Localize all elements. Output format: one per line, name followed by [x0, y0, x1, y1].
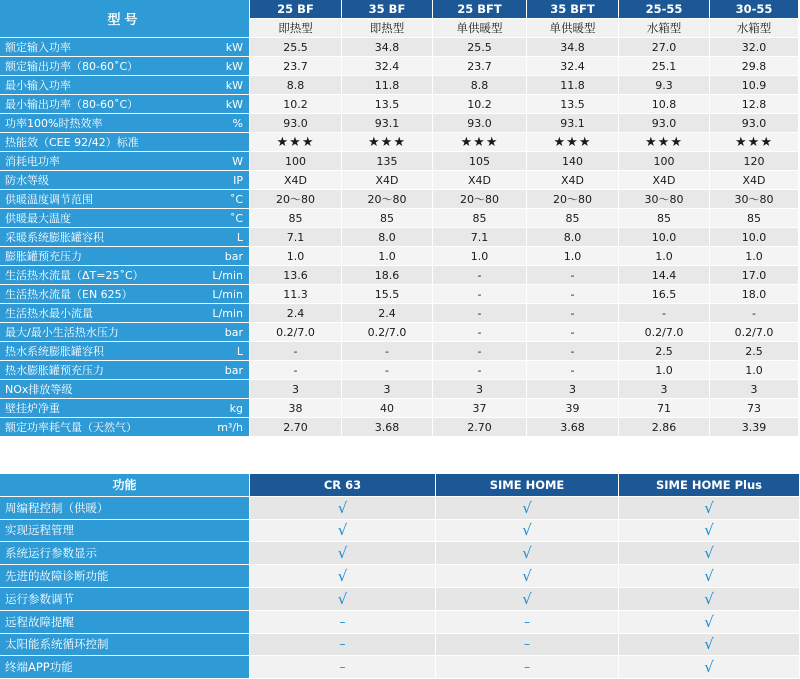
spec-value: 20～80 [250, 190, 342, 209]
spec-value: - [527, 304, 619, 323]
spec-value: 18.0 [710, 285, 799, 304]
check-icon: √ [619, 520, 800, 543]
spec-row-label [0, 95, 250, 114]
spec-row-name: 生活热水流量（ΔT=25˚C） [5, 269, 144, 282]
spec-value: - [433, 304, 527, 323]
spec-value: 29.8 [710, 57, 799, 76]
spec-row-name: 热水系统膨胀罐容积 [5, 345, 104, 358]
product-sime-home-plus: SIME HOME Plus [619, 474, 800, 497]
spec-row-unit: kW [225, 40, 243, 54]
check-icon: √ [250, 588, 436, 611]
spec-row [0, 361, 800, 380]
spec-row-name: 消耗电功率 [5, 155, 60, 168]
spec-value: - [527, 285, 619, 304]
type-label: 单供暖型 [433, 19, 527, 38]
spec-value: - [433, 342, 527, 361]
spec-value: 25.5 [433, 38, 527, 57]
spec-value: 1.0 [710, 361, 799, 380]
function-row [0, 656, 800, 679]
spec-row-label [0, 114, 250, 133]
star-rating: ★★★ [619, 133, 710, 152]
spec-row-label [0, 76, 250, 95]
product-sime-home: SIME HOME [436, 474, 619, 497]
spec-row-label [0, 361, 250, 380]
function-label: 实现远程管理 [0, 520, 250, 543]
spec-row-unit: bar [224, 325, 243, 339]
spec-value: 2.5 [710, 342, 799, 361]
spec-value: X4D [710, 171, 799, 190]
spec-value: 93.1 [527, 114, 619, 133]
spec-value: X4D [342, 171, 433, 190]
spec-row-name: 生活热水最小流量 [5, 307, 93, 320]
type-label: 水箱型 [619, 19, 710, 38]
spec-row-unit: bar [224, 363, 243, 377]
type-label: 单供暖型 [527, 19, 619, 38]
spec-row-unit: bar [224, 249, 243, 263]
spec-value: 0.2/7.0 [342, 323, 433, 342]
spec-value: 8.8 [433, 76, 527, 95]
spec-row-unit: m³/h [217, 420, 243, 434]
spec-row-name: 额定输出功率（80-60˚C） [5, 60, 139, 73]
function-row [0, 497, 800, 520]
check-icon: √ [250, 542, 436, 565]
spec-row-unit: % [232, 116, 243, 130]
spec-value: 32.4 [527, 57, 619, 76]
spec-value: 100 [250, 152, 342, 171]
spec-value: 93.0 [710, 114, 799, 133]
spec-row-label [0, 266, 250, 285]
model-25bf: 25 BF [250, 0, 342, 19]
function-row [0, 542, 800, 565]
spec-value: 10.2 [433, 95, 527, 114]
function-label: 终端APP功能 [0, 656, 250, 679]
spec-value: 13.5 [527, 95, 619, 114]
spec-value: 11.3 [250, 285, 342, 304]
spec-row [0, 228, 800, 247]
spec-value: 135 [342, 152, 433, 171]
spec-row [0, 114, 800, 133]
check-icon: √ [619, 611, 800, 634]
spec-value: 2.4 [250, 304, 342, 323]
spec-value: 93.0 [619, 114, 710, 133]
spec-value: 13.6 [250, 266, 342, 285]
spec-row [0, 171, 800, 190]
spec-row-label [0, 171, 250, 190]
function-row [0, 634, 800, 657]
function-label: 周编程控制（供暖） [0, 497, 250, 520]
spec-value: 32.4 [342, 57, 433, 76]
spec-value: X4D [619, 171, 710, 190]
spec-row-unit: kW [225, 59, 243, 73]
spec-row-name: 最大/最小生活热水压力 [5, 326, 119, 339]
spec-row-label [0, 323, 250, 342]
spec-row-label [0, 209, 250, 228]
spec-value: 7.1 [250, 228, 342, 247]
spec-value: 2.70 [433, 418, 527, 437]
spec-row-unit: L [236, 344, 243, 358]
spec-row-label [0, 133, 250, 152]
check-icon: √ [619, 656, 800, 679]
spec-value: 10.9 [710, 76, 799, 95]
spec-row-name: 采暖系统膨胀罐容积 [5, 231, 104, 244]
spec-value: 105 [433, 152, 527, 171]
spec-row-unit: ˚C [229, 211, 243, 225]
spec-value: 12.8 [710, 95, 799, 114]
type-label: 即热型 [342, 19, 433, 38]
spec-value: 85 [619, 209, 710, 228]
spec-value: 8.0 [527, 228, 619, 247]
spec-value: 120 [710, 152, 799, 171]
model-25bft: 25 BFT [433, 0, 527, 19]
spec-row [0, 95, 800, 114]
spec-value: 39 [527, 399, 619, 418]
spec-row-unit: IP [233, 173, 243, 187]
type-label: 水箱型 [710, 19, 799, 38]
spec-value: 8.8 [250, 76, 342, 95]
spec-value: 93.0 [433, 114, 527, 133]
spec-value: 30～80 [710, 190, 799, 209]
spec-row [0, 57, 800, 76]
spec-value: - [433, 266, 527, 285]
spec-value: - [527, 361, 619, 380]
spec-row [0, 190, 800, 209]
spec-value: - [527, 323, 619, 342]
spec-value: 3 [710, 380, 799, 399]
spec-value: 3.68 [342, 418, 433, 437]
star-rating: ★★★ [433, 133, 527, 152]
spec-value: 15.5 [342, 285, 433, 304]
spec-value: X4D [527, 171, 619, 190]
spec-value: 40 [342, 399, 433, 418]
spec-value: - [250, 342, 342, 361]
spec-row-name: 额定功率耗气量（天然气） [5, 421, 137, 434]
spec-value: 11.8 [342, 76, 433, 95]
spec-value: 100 [619, 152, 710, 171]
check-icon: √ [619, 542, 800, 565]
spec-row-name: 最小输入功率 [5, 79, 71, 92]
spec-row-unit: kg [229, 401, 243, 415]
model-30-55: 30-55 [710, 0, 799, 19]
spec-row-label [0, 342, 250, 361]
spec-row [0, 209, 800, 228]
spec-row [0, 38, 800, 57]
spec-value: 25.1 [619, 57, 710, 76]
spec-value: - [433, 361, 527, 380]
model-25-55: 25-55 [619, 0, 710, 19]
spec-value: - [527, 342, 619, 361]
spec-value: - [710, 304, 799, 323]
spec-row [0, 399, 800, 418]
spec-value: 20～80 [433, 190, 527, 209]
check-icon: √ [619, 588, 800, 611]
spec-row-unit: ˚C [229, 192, 243, 206]
spec-row-label [0, 38, 250, 57]
spec-row [0, 152, 800, 171]
function-table [0, 474, 800, 679]
dash-icon: – [250, 656, 436, 679]
spec-value: 0.2/7.0 [250, 323, 342, 342]
spec-value: 85 [433, 209, 527, 228]
spec-value: 10.8 [619, 95, 710, 114]
spec-row-name: 壁挂炉净重 [5, 402, 60, 415]
function-header-label: 功能 [0, 474, 250, 497]
spec-row-name: 生活热水流量（EN 625） [5, 288, 133, 301]
spec-row-label [0, 57, 250, 76]
spec-value: 11.8 [527, 76, 619, 95]
spec-value: 1.0 [342, 247, 433, 266]
spec-row-label [0, 247, 250, 266]
spec-value: 27.0 [619, 38, 710, 57]
function-header-row [0, 474, 800, 497]
dash-icon: – [250, 634, 436, 657]
function-row [0, 520, 800, 543]
function-body [0, 497, 800, 679]
star-rating: ★★★ [527, 133, 619, 152]
spec-row-unit: L [236, 230, 243, 244]
check-icon: √ [250, 565, 436, 588]
spec-value: 3.39 [710, 418, 799, 437]
spec-row-name: 热能效（CEE 92/42）标准 [5, 136, 139, 149]
function-label: 先进的故障诊断功能 [0, 565, 250, 588]
function-label: 运行参数调节 [0, 588, 250, 611]
function-label: 系统运行参数显示 [0, 542, 250, 565]
spec-value: 20～80 [527, 190, 619, 209]
dash-icon: – [436, 611, 619, 634]
spec-value: 85 [342, 209, 433, 228]
spec-value: 1.0 [710, 247, 799, 266]
spec-value: 0.2/7.0 [619, 323, 710, 342]
spec-value: 2.4 [342, 304, 433, 323]
spec-row-label [0, 152, 250, 171]
spec-value: 85 [527, 209, 619, 228]
spec-value: 93.1 [342, 114, 433, 133]
spec-row-unit: L/min [212, 287, 243, 301]
function-label: 太阳能系统循环控制 [0, 634, 250, 657]
spec-value: 2.70 [250, 418, 342, 437]
spec-value: 18.6 [342, 266, 433, 285]
dash-icon: – [436, 656, 619, 679]
spec-row-name: 热水膨胀罐预充压力 [5, 364, 104, 377]
spec-value: - [250, 361, 342, 380]
model-35bft: 35 BFT [527, 0, 619, 19]
spec-value: 85 [250, 209, 342, 228]
check-icon: √ [436, 565, 619, 588]
spec-row [0, 76, 800, 95]
spec-row-label [0, 380, 250, 399]
spec-value: 34.8 [527, 38, 619, 57]
star-rating: ★★★ [250, 133, 342, 152]
spec-value: 1.0 [250, 247, 342, 266]
spec-value: 3 [527, 380, 619, 399]
spec-value: - [342, 342, 433, 361]
spec-value: 23.7 [250, 57, 342, 76]
function-row [0, 611, 800, 634]
spec-value: 20～80 [342, 190, 433, 209]
model-header-label: 型号 [0, 0, 250, 38]
spec-value: 1.0 [433, 247, 527, 266]
spec-row [0, 323, 800, 342]
spec-row-name: 膨胀罐预充压力 [5, 250, 82, 263]
spec-value: - [342, 361, 433, 380]
spec-row-label [0, 304, 250, 323]
check-icon: √ [619, 634, 800, 657]
spec-value: 3 [250, 380, 342, 399]
spec-row-unit: W [232, 154, 243, 168]
spec-value: 32.0 [710, 38, 799, 57]
spec-row-label [0, 228, 250, 247]
spec-value: 23.7 [433, 57, 527, 76]
spec-row [0, 266, 800, 285]
model-35bf: 35 BF [342, 0, 433, 19]
spec-row-name: 供暖温度调节范围 [5, 193, 93, 206]
star-rating: ★★★ [342, 133, 433, 152]
spec-row-name: 防水等级 [5, 174, 49, 187]
spec-row-name: 功率100%时热效率 [5, 117, 103, 130]
spec-value: 10.2 [250, 95, 342, 114]
spec-value: X4D [433, 171, 527, 190]
spec-value: 0.2/7.0 [710, 323, 799, 342]
function-row [0, 565, 800, 588]
function-row [0, 588, 800, 611]
spec-value: 73 [710, 399, 799, 418]
dash-icon: – [250, 611, 436, 634]
type-label: 即热型 [250, 19, 342, 38]
spec-body [0, 38, 800, 437]
spec-value: 13.5 [342, 95, 433, 114]
spec-value: 10.0 [710, 228, 799, 247]
spec-row [0, 247, 800, 266]
spec-value: 38 [250, 399, 342, 418]
spec-value: 3 [619, 380, 710, 399]
spec-value: 1.0 [527, 247, 619, 266]
dash-icon: – [436, 634, 619, 657]
spec-row-label [0, 190, 250, 209]
spec-value: 7.1 [433, 228, 527, 247]
spec-row-label [0, 399, 250, 418]
check-icon: √ [250, 497, 436, 520]
check-icon: √ [619, 565, 800, 588]
spec-value: 16.5 [619, 285, 710, 304]
spec-row-name: 最小输出功率（80-60˚C） [5, 98, 139, 111]
spec-row-unit: kW [225, 97, 243, 111]
spec-value: 34.8 [342, 38, 433, 57]
spec-value: 8.0 [342, 228, 433, 247]
check-icon: √ [436, 542, 619, 565]
spec-value: 2.5 [619, 342, 710, 361]
spec-value: 37 [433, 399, 527, 418]
spec-value: 1.0 [619, 247, 710, 266]
spec-row [0, 380, 800, 399]
spec-value: 71 [619, 399, 710, 418]
spec-row-unit: kW [225, 78, 243, 92]
spec-value: - [433, 285, 527, 304]
spec-row [0, 342, 800, 361]
spec-row-unit: L/min [212, 306, 243, 320]
spec-row-unit: L/min [212, 268, 243, 282]
spec-row-name: 供暖最大温度 [5, 212, 71, 225]
check-icon: √ [619, 497, 800, 520]
check-icon: √ [250, 520, 436, 543]
spec-value: 3.68 [527, 418, 619, 437]
spec-value: 3 [433, 380, 527, 399]
spec-row [0, 304, 800, 323]
spec-value: 17.0 [710, 266, 799, 285]
spec-row-label [0, 418, 250, 437]
product-cr63: CR 63 [250, 474, 436, 497]
spec-value: 85 [710, 209, 799, 228]
spec-row-label [0, 285, 250, 304]
spec-value: - [433, 323, 527, 342]
spec-value: - [527, 266, 619, 285]
spec-row [0, 285, 800, 304]
spec-value: 1.0 [619, 361, 710, 380]
spec-row [0, 133, 800, 152]
spec-value: - [619, 304, 710, 323]
spec-value: 25.5 [250, 38, 342, 57]
spec-value: 140 [527, 152, 619, 171]
spec-value: 10.0 [619, 228, 710, 247]
star-rating: ★★★ [710, 133, 799, 152]
check-icon: √ [436, 520, 619, 543]
spec-value: 93.0 [250, 114, 342, 133]
function-label: 远程故障提醒 [0, 611, 250, 634]
spec-value: 3 [342, 380, 433, 399]
spec-value: 9.3 [619, 76, 710, 95]
spec-value: 30～80 [619, 190, 710, 209]
check-icon: √ [436, 497, 619, 520]
spec-row-name: 额定输入功率 [5, 41, 71, 54]
spec-value: X4D [250, 171, 342, 190]
spec-row-name: NOx排放等级 [5, 383, 73, 396]
spec-value: 14.4 [619, 266, 710, 285]
check-icon: √ [436, 588, 619, 611]
spec-value: 2.86 [619, 418, 710, 437]
spec-row [0, 418, 800, 437]
